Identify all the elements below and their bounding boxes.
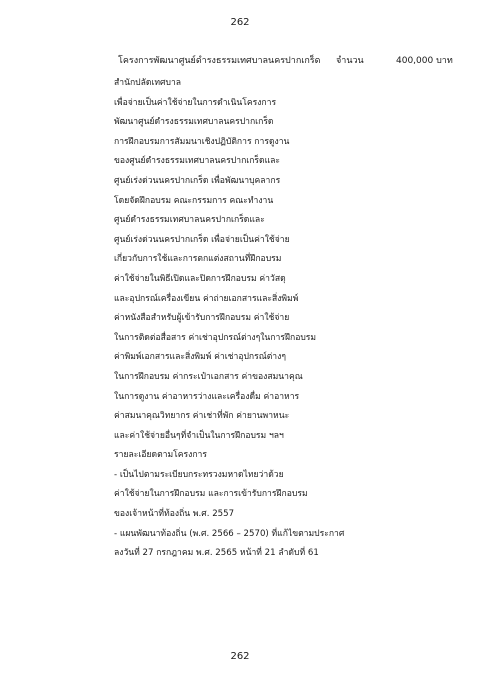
description-line: สำนักปลัดเทศบาล bbox=[114, 78, 182, 88]
description-line: - แผนพัฒนาท้องถิ่น (พ.ศ. 2566 – 2570) ที่แก้ไขตามประกาศ bbox=[114, 528, 345, 539]
description-line: ของศูนย์ดำรงธรรมเทศบาลนครปากเกร็ดและ bbox=[114, 156, 281, 167]
description-line: ในการฝึกอบรม ค่ากระเป๋าเอกสาร ค่าของสมนาคุณ bbox=[114, 371, 303, 382]
description-line: ของเจ้าหน้าที่ท้องถิ่น พ.ศ. 2557 bbox=[114, 509, 235, 520]
amount-label: จำนวน bbox=[336, 56, 364, 66]
description-line: ศูนย์เร่งด่วนนครปากเกร็ด เพื่อพัฒนาบุคลากร bbox=[114, 175, 281, 186]
page-number-top: 262 bbox=[230, 17, 250, 28]
description-line: การฝึกอบรมการสัมมนาเชิงปฏิบัติการ การดูงาน bbox=[114, 136, 290, 147]
description-line: ค่าสมนาคุณวิทยากร ค่าเช่าที่พัก ค่ายานพาหนะ bbox=[114, 411, 290, 422]
description-line: และค่าใช้จ่ายอื่นๆที่จำเป็นในการฝึกอบรม ฯลฯ bbox=[114, 430, 284, 441]
amount-value: 400,000 บาท bbox=[396, 56, 453, 66]
description-line: ศูนย์เร่งด่วนนครปากเกร็ด เพื่อจ่ายเป็นค่าใช้จ่าย bbox=[114, 234, 290, 245]
description-line: ในการติดต่อสื่อสาร ค่าเช่าอุปกรณ์ต่างๆในการฝึกอบรม bbox=[114, 332, 317, 343]
project-header bbox=[118, 53, 453, 69]
description-line: ค่าใช้จ่ายในการฝึกอบรม และการเข้ารับการฝึกอบรม bbox=[114, 489, 308, 500]
description-line: ค่าพิมพ์เอกสารและสิ่งพิมพ์ ค่าเช่าอุปกรณ์ต่างๆ bbox=[114, 352, 286, 363]
description-line: รายละเอียดตามโครงการ bbox=[114, 450, 207, 461]
description-line: ค่าใช้จ่ายในพิธีเปิดและปิดการฝึกอบรม ค่าวัสดุ bbox=[114, 273, 286, 284]
description-line: ลงวันที่ 27 กรกฎาคม พ.ศ. 2565 หน้าที่ 21 ลำดับที่ 61 bbox=[114, 548, 319, 559]
project-description bbox=[114, 74, 454, 564]
description-line: พัฒนาศูนย์ดำรงธรรมเทศบาลนครปากเกร็ด bbox=[114, 117, 274, 128]
description-line: ค่าหนังสือสำหรับผู้เข้ารับการฝึกอบรม ค่าใช้จ่าย bbox=[114, 313, 290, 324]
project-title: โครงการพัฒนาศูนย์ดำรงธรรมเทศบาลนครปากเกร็ด bbox=[118, 56, 321, 66]
description-line: เพื่อจ่ายเป็นค่าใช้จ่ายในการดำเนินโครงการ bbox=[114, 97, 277, 108]
description-line: ศูนย์ดำรงธรรมเทศบาลนครปากเกร็ดและ bbox=[114, 215, 265, 226]
description-line: ในการดูงาน ค่าอาหารว่างและเครื่องดื่ม ค่าอาหาร bbox=[114, 391, 300, 402]
description-line: โดยจัดฝึกอบรม คณะกรรมการ คณะทำงาน bbox=[114, 195, 274, 206]
description-line: - เป็นไปตามระเบียบกระทรวงมหาดไทยว่าด้วย bbox=[114, 469, 284, 480]
page-number-bottom: 262 bbox=[230, 651, 250, 662]
description-line: และอุปกรณ์เครื่องเขียน ค่าถ่ายเอกสารและสิ่งพิมพ์ bbox=[114, 293, 299, 304]
description-line: เกี่ยวกับการใช้และการตกแต่งสถานที่ฝึกอบรม bbox=[114, 254, 282, 265]
